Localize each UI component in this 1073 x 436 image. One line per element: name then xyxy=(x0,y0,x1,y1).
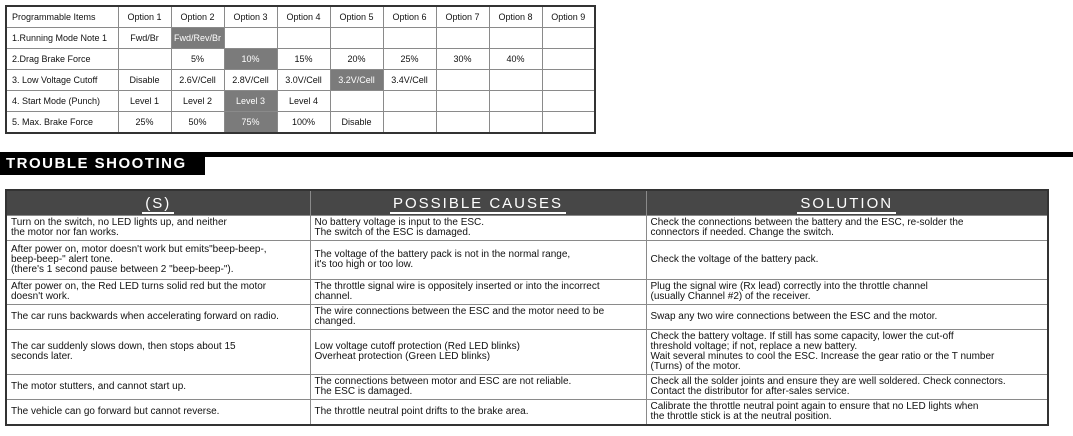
prog-header-cell: Option 9 xyxy=(542,6,595,28)
cause-cell: The throttle signal wire is oppositely inserted or into the incorrect channel. xyxy=(310,280,646,305)
prog-header-cell: Option 8 xyxy=(489,6,542,28)
trouble-shooting-heading xyxy=(0,152,1073,176)
prog-option-cell xyxy=(489,70,542,91)
prog-item-label: 4. Start Mode (Punch) xyxy=(6,91,118,112)
solution-header-label: SOLUTION xyxy=(797,195,896,214)
heading-rule xyxy=(205,152,1073,157)
prog-option-cell xyxy=(489,91,542,112)
symptom-cell: The car suddenly slows down, then stops about 15 seconds later. xyxy=(6,330,310,375)
prog-option-cell: 40% xyxy=(489,49,542,70)
prog-option-cell: Level 1 xyxy=(118,91,171,112)
symptom-cell: After power on, motor doesn't work but emits"beep-beep-, beep-beep-" alert tone. (there's 1 second pause between 2 "beep-beep-"). xyxy=(6,241,310,280)
programmable-items-table xyxy=(5,5,596,134)
prog-option-cell: Disable xyxy=(118,70,171,91)
prog-option-cell: 50% xyxy=(171,112,224,134)
solution-cell: Plug the signal wire (Rx lead) correctly into the throttle channel (usually Channel #2) of the receiver. xyxy=(646,280,1048,305)
prog-option-cell xyxy=(436,28,489,49)
solution-cell: Check the voltage of the battery pack. xyxy=(646,241,1048,280)
prog-header-row xyxy=(6,6,595,28)
prog-option-cell xyxy=(383,91,436,112)
prog-option-cell: 3.2V/Cell xyxy=(330,70,383,91)
prog-option-cell: Fwd/Rev/Br xyxy=(171,28,224,49)
prog-option-cell: 30% xyxy=(436,49,489,70)
prog-row xyxy=(6,112,595,134)
symptom-cell: After power on, the Red LED turns solid red but the motor doesn't work. xyxy=(6,280,310,305)
prog-option-cell xyxy=(330,28,383,49)
prog-option-cell: Disable xyxy=(330,112,383,134)
symptom-header-label: (S) xyxy=(142,195,174,214)
prog-option-cell xyxy=(489,112,542,134)
prog-option-cell xyxy=(542,28,595,49)
solution-cell: Check the connections between the battery and the ESC, re-solder the connectors if needed. Change the switch. xyxy=(646,216,1048,241)
prog-option-cell xyxy=(383,112,436,134)
prog-option-cell: 15% xyxy=(277,49,330,70)
symptom-cell: The vehicle can go forward but cannot reverse. xyxy=(6,400,310,426)
cause-cell: The voltage of the battery pack is not in the normal range, it's too high or too low. xyxy=(310,241,646,280)
symptom-header xyxy=(6,190,310,216)
ts-body xyxy=(6,216,1048,426)
prog-option-cell: 20% xyxy=(330,49,383,70)
ts-row xyxy=(6,216,1048,241)
prog-header-cell: Option 1 xyxy=(118,6,171,28)
prog-option-cell xyxy=(436,70,489,91)
prog-row xyxy=(6,28,595,49)
prog-option-cell xyxy=(330,91,383,112)
prog-option-cell: 2.6V/Cell xyxy=(171,70,224,91)
prog-item-label: 3. Low Voltage Cutoff xyxy=(6,70,118,91)
prog-body xyxy=(6,28,595,134)
prog-option-cell: Level 3 xyxy=(224,91,277,112)
prog-option-cell: 3.0V/Cell xyxy=(277,70,330,91)
prog-option-cell xyxy=(277,28,330,49)
solution-cell: Calibrate the throttle neutral point again to ensure that no LED lights when the throttle stick is at the neutral position. xyxy=(646,400,1048,426)
prog-option-cell: Fwd/Br xyxy=(118,28,171,49)
cause-cell: The throttle neutral point drifts to the brake area. xyxy=(310,400,646,426)
prog-option-cell: 2.8V/Cell xyxy=(224,70,277,91)
ts-row xyxy=(6,280,1048,305)
prog-option-cell: 3.4V/Cell xyxy=(383,70,436,91)
symptom-cell: The car runs backwards when accelerating forward on radio. xyxy=(6,305,310,330)
ts-row xyxy=(6,241,1048,280)
prog-row xyxy=(6,70,595,91)
solution-cell: Swap any two wire connections between the ESC and the motor. xyxy=(646,305,1048,330)
prog-option-cell: 25% xyxy=(383,49,436,70)
prog-row xyxy=(6,49,595,70)
prog-header-cell: Option 3 xyxy=(224,6,277,28)
prog-option-cell xyxy=(542,49,595,70)
prog-option-cell: 75% xyxy=(224,112,277,134)
prog-option-cell xyxy=(489,28,542,49)
prog-item-label: 2.Drag Brake Force xyxy=(6,49,118,70)
prog-row xyxy=(6,91,595,112)
solution-header xyxy=(646,190,1048,216)
prog-option-cell xyxy=(542,112,595,134)
cause-cell: No battery voltage is input to the ESC. The switch of the ESC is damaged. xyxy=(310,216,646,241)
solution-cell: Check all the solder joints and ensure they are well soldered. Check connectors. Contact the distributor for after-sales service. xyxy=(646,375,1048,400)
prog-option-cell xyxy=(542,91,595,112)
ts-row xyxy=(6,375,1048,400)
cause-cell: Low voltage cutoff protection (Red LED blinks) Overheat protection (Green LED blinks) xyxy=(310,330,646,375)
prog-option-cell: 100% xyxy=(277,112,330,134)
prog-item-label: 5. Max. Brake Force xyxy=(6,112,118,134)
prog-header-cell: Option 2 xyxy=(171,6,224,28)
ts-row xyxy=(6,400,1048,426)
prog-option-cell xyxy=(542,70,595,91)
section-title: TROUBLE SHOOTING xyxy=(6,155,187,172)
heading-band xyxy=(0,152,205,175)
trouble-shooting-table xyxy=(5,189,1049,426)
ts-header-row xyxy=(6,190,1048,216)
ts-row xyxy=(6,330,1048,375)
prog-option-cell xyxy=(436,112,489,134)
prog-option-cell xyxy=(436,91,489,112)
prog-option-cell xyxy=(383,28,436,49)
solution-cell: Check the battery voltage. If still has some capacity, lower the cut-off threshold voltage; if not, replace a new battery. Wait several minutes to cool the ESC. Increase the gear ratio or the T number (Turns) of the motor. xyxy=(646,330,1048,375)
prog-option-cell: Level 4 xyxy=(277,91,330,112)
prog-option-cell: 25% xyxy=(118,112,171,134)
prog-option-cell: 10% xyxy=(224,49,277,70)
prog-header-cell: Option 6 xyxy=(383,6,436,28)
causes-header xyxy=(310,190,646,216)
cause-cell: The connections between motor and ESC are not reliable. The ESC is damaged. xyxy=(310,375,646,400)
prog-option-cell: 5% xyxy=(171,49,224,70)
prog-header-cell: Option 5 xyxy=(330,6,383,28)
prog-header-cell: Option 4 xyxy=(277,6,330,28)
prog-item-label: 1.Running Mode Note 1 xyxy=(6,28,118,49)
prog-option-cell: Level 2 xyxy=(171,91,224,112)
symptom-cell: The motor stutters, and cannot start up. xyxy=(6,375,310,400)
cause-cell: The wire connections between the ESC and the motor need to be changed. xyxy=(310,305,646,330)
prog-header-cell: Option 7 xyxy=(436,6,489,28)
prog-option-cell xyxy=(118,49,171,70)
prog-option-cell xyxy=(224,28,277,49)
prog-header-cell: Programmable Items xyxy=(6,6,118,28)
causes-header-label: POSSIBLE CAUSES xyxy=(390,195,566,214)
ts-row xyxy=(6,305,1048,330)
symptom-cell: Turn on the switch, no LED lights up, and neither the motor nor fan works. xyxy=(6,216,310,241)
